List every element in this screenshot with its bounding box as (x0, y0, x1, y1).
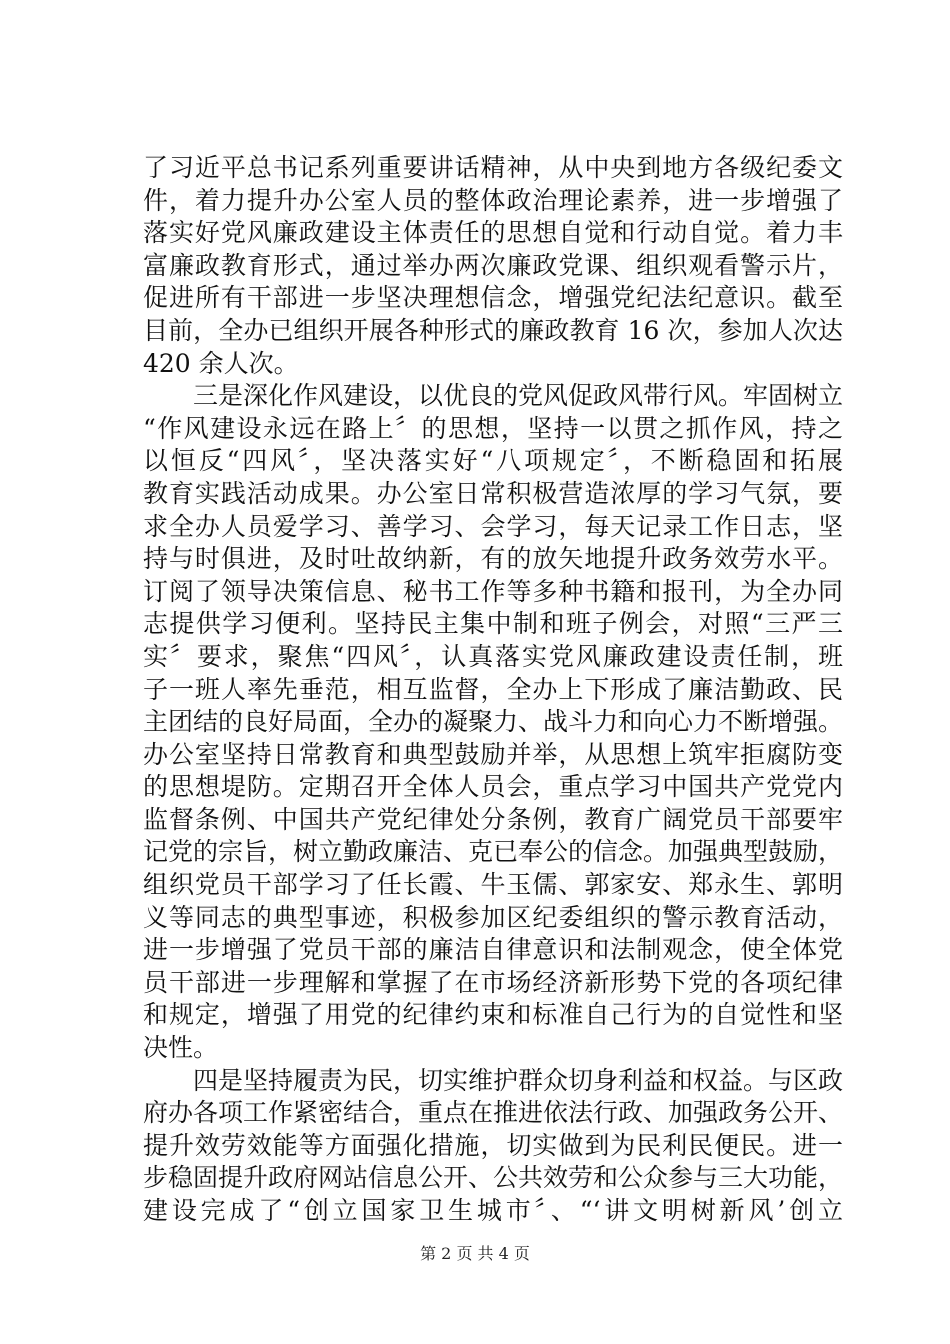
text-line: 件，着力提升办公室人员的整体政治理论素养，进一步增强了 (143, 185, 843, 215)
text-line: 志提供学习便利。坚持民主集中制和班子例会，对照“三严三 (143, 609, 843, 639)
text-line: 以恒反“四风〞，坚决落实好“八项规定〞，不断稳固和拓展 (143, 446, 843, 476)
text-line: 四是坚持履责为民，切实维护群众切身利益和权益。与区政 (143, 1065, 844, 1095)
text-line: 进一步增强了党员干部的廉洁自律意识和法制观念，使全体党 (143, 935, 843, 965)
text-line: 三是深化作风建设，以优良的党风促政风带行风。牢固树立 (143, 381, 844, 411)
text-line: “作风建设永远在路上〞的思想，坚持一以贯之抓作风，持之 (143, 413, 843, 443)
text-line: 持与时俱进，及时吐故纳新，有的放矢地提升政务效劳水平。 (143, 544, 843, 574)
text-line: 员干部进一步理解和掌握了在市场经济新形势下党的各项纪律 (143, 967, 843, 997)
text-line: 420 余人次。 (143, 348, 299, 378)
text-line: 决性。 (143, 1033, 219, 1063)
text-line: 步稳固提升政府网站信息公开、公共效劳和公众参与三大功能， (143, 1163, 844, 1193)
text-line: 促进所有干部进一步坚决理想信念，增强党纪法纪意识。截至 (143, 283, 843, 313)
text-line: 落实好党风廉政建设主体责任的思想自觉和行动自觉。着力丰 (143, 218, 843, 248)
text-line: 建设完成了“创立国家卫生城市〞、“‘讲文明树新风’创立 (143, 1196, 843, 1225)
text-line: 实〞要求，聚焦“四风〞，认真落实党风廉政建设责任制，班 (143, 641, 843, 671)
text-line: 和规定，增强了用党的纪律约束和标准自己行为的自觉性和坚 (143, 1000, 843, 1030)
text-line: 办公室坚持日常教育和典型鼓励并举，从思想上筑牢拒腐防变 (143, 739, 843, 769)
page-footer: 第 2 页 共 4 页 (420, 1244, 530, 1263)
text-line: 府办各项工作紧密结合，重点在推进依法行政、加强政务公开、 (143, 1098, 844, 1128)
text-line: 提升效劳效能等方面强化措施，切实做到为民利民便民。进一 (143, 1130, 843, 1160)
text-line: 订阅了领导决策信息、秘书工作等多种书籍和报刊，为全办同 (143, 576, 843, 606)
text-line: 了习近平总书记系列重要讲话精神，从中央到地方各级纪委文 (143, 153, 843, 182)
text-line: 子一班人率先垂范，相互监督，全办上下形成了廉洁勤政、民 (143, 674, 843, 704)
text-line: 主团结的良好局面，全办的凝聚力、战斗力和向心力不断增强。 (143, 707, 844, 737)
text-line: 教育实践活动成果。办公室日常积极营造浓厚的学习气氛，要 (143, 478, 843, 508)
text-line: 的思想堤防。定期召开全体人员会，重点学习中国共产党党内 (143, 772, 843, 802)
body-text (143, 152, 843, 1228)
text-line: 目前，全办已组织开展各种形式的廉政教育 16 次，参加人次达 (143, 315, 843, 345)
text-line: 组织党员干部学习了任长霞、牛玉儒、郭家安、郑永生、郭明 (143, 870, 843, 900)
text-line: 记党的宗旨，树立勤政廉洁、克已奉公的信念。加强典型鼓励， (143, 837, 844, 867)
text-line: 义等同志的典型事迹，积极参加区纪委组织的警示教育活动， (143, 902, 843, 932)
text-line: 富廉政教育形式，通过举办两次廉政党课、组织观看警示片， (143, 250, 843, 280)
text-line: 监督条例、中国共产党纪律处分条例，教育广阔党员干部要牢 (143, 804, 843, 834)
text-line: 求全办人员爱学习、善学习、会学习，每天记录工作日志，坚 (143, 511, 843, 541)
